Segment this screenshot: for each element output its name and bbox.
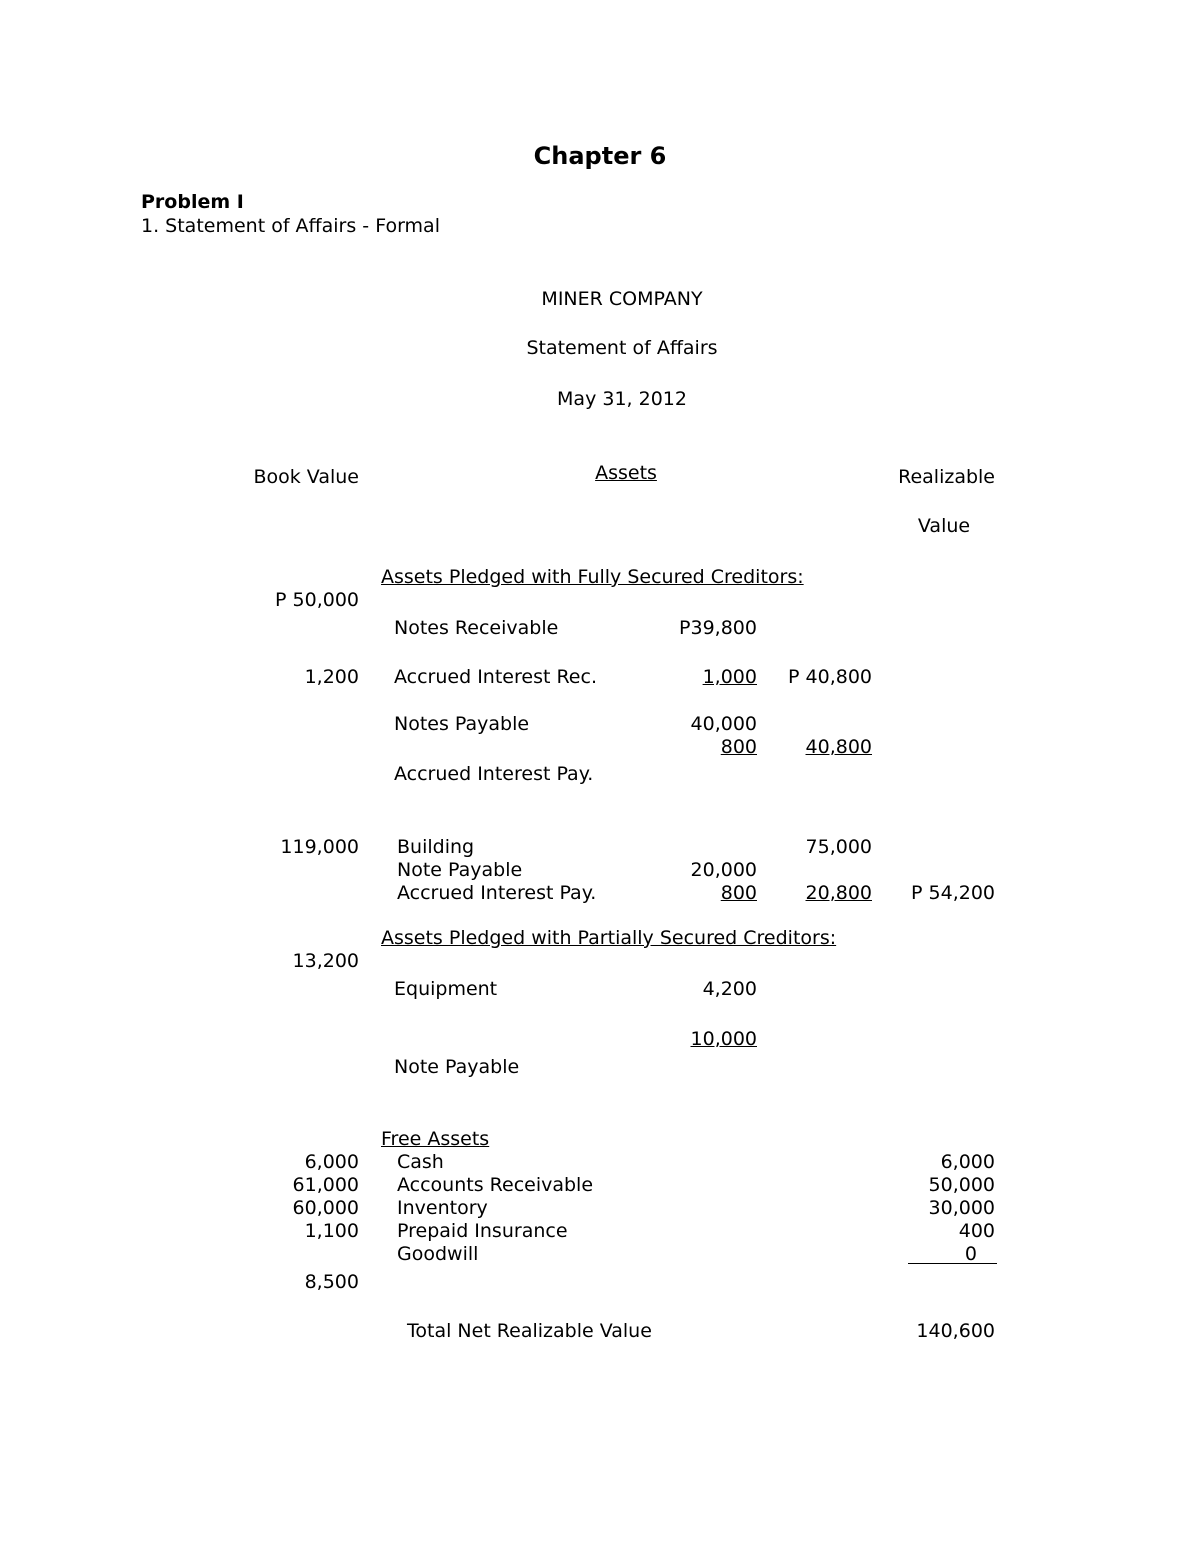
realizable-value: 6,000 xyxy=(940,1151,995,1173)
accrued-interest-pay-label: Accrued Interest Pay. xyxy=(394,763,594,785)
underline-rule xyxy=(908,1263,997,1264)
free-asset-label: Accounts Receivable xyxy=(397,1174,594,1196)
notes-receivable-amount: P39,800 xyxy=(679,617,757,639)
total-label: Total Net Realizable Value xyxy=(407,1320,652,1342)
col-assets: Assets xyxy=(595,462,657,484)
net-realizable: P 54,200 xyxy=(911,882,995,904)
col-realizable: Realizable xyxy=(898,466,995,488)
book-value: 119,000 xyxy=(280,836,359,858)
book-value: 1,100 xyxy=(304,1220,359,1242)
realizable-value: 400 xyxy=(958,1220,995,1242)
free-asset-label: Cash xyxy=(397,1151,444,1173)
total-value: 140,600 xyxy=(916,1320,995,1342)
note-payable-label: Note Payable xyxy=(394,1056,520,1078)
free-asset-label: Prepaid Insurance xyxy=(397,1220,568,1242)
note-payable-amount: 10,000 xyxy=(690,1028,757,1050)
book-value: 6,000 xyxy=(304,1151,359,1173)
note-payable-amount: 20,000 xyxy=(690,859,757,881)
book-value: P 50,000 xyxy=(275,589,359,611)
problem-heading: Problem I xyxy=(141,191,244,213)
notes-payable-label: Notes Payable xyxy=(394,713,530,735)
notes-payable-amount: 40,000 xyxy=(690,713,757,735)
subtotal: P 40,800 xyxy=(788,666,872,688)
accrued-interest-pay-amount: 800 xyxy=(720,736,757,758)
accrued-interest-pay-amount: 800 xyxy=(720,882,757,904)
book-value: 13,200 xyxy=(292,950,359,972)
free-asset-label: Inventory xyxy=(397,1197,488,1219)
fully-secured-heading: Assets Pledged with Fully Secured Creditors: xyxy=(381,566,804,588)
statement-title: Statement of Affairs xyxy=(526,337,718,359)
subtotal: 20,800 xyxy=(805,882,872,904)
realizable-value: 50,000 xyxy=(928,1174,995,1196)
statement-date: May 31, 2012 xyxy=(557,388,687,410)
accrued-interest-pay-label: Accrued Interest Pay. xyxy=(397,882,597,904)
building-amount: 75,000 xyxy=(805,836,872,858)
building-label: Building xyxy=(397,836,475,858)
equipment-amount: 4,200 xyxy=(702,978,757,1000)
book-value: 60,000 xyxy=(292,1197,359,1219)
item-heading: 1. Statement of Affairs - Formal xyxy=(141,215,440,237)
notes-receivable-label: Notes Receivable xyxy=(394,617,559,639)
book-value: 61,000 xyxy=(292,1174,359,1196)
partially-secured-heading: Assets Pledged with Partially Secured Creditors: xyxy=(381,927,837,949)
accrued-interest-rec-label: Accrued Interest Rec. xyxy=(394,666,597,688)
goodwill-book-value: 8,500 xyxy=(304,1271,359,1293)
realizable-value: 30,000 xyxy=(928,1197,995,1219)
col-book-value: Book Value xyxy=(253,466,359,488)
company-name: MINER COMPANY xyxy=(541,288,703,310)
equipment-label: Equipment xyxy=(394,978,498,1000)
free-asset-label: Goodwill xyxy=(397,1243,479,1265)
chapter-title: Chapter 6 xyxy=(533,142,667,170)
free-assets-heading: Free Assets xyxy=(381,1128,490,1150)
book-value: 1,200 xyxy=(304,666,359,688)
accrued-interest-rec-amount: 1,000 xyxy=(702,666,757,688)
subtotal: 40,800 xyxy=(805,736,872,758)
realizable-value: 0 xyxy=(964,1243,977,1265)
col-value: Value xyxy=(917,515,971,537)
note-payable-label: Note Payable xyxy=(397,859,523,881)
